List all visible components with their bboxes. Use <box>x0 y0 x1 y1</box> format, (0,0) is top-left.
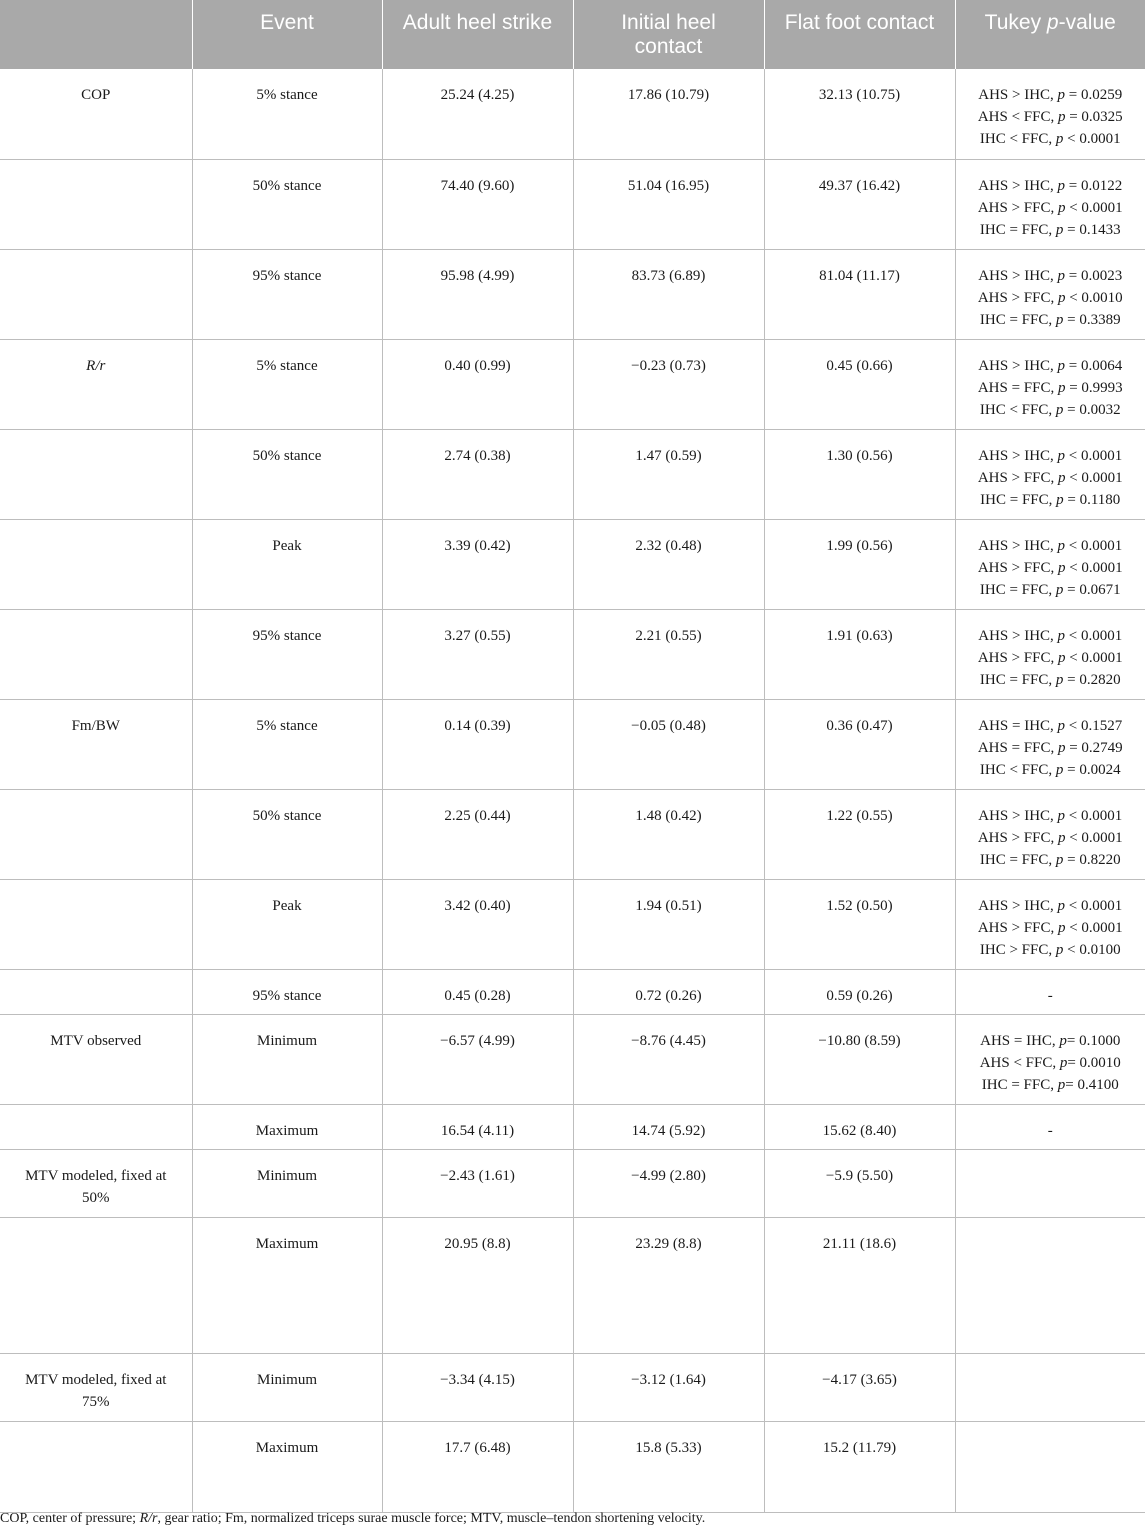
header-row <box>0 0 1145 69</box>
table-row <box>0 1104 1145 1149</box>
cell-parameter <box>0 1104 192 1149</box>
table-row <box>0 879 1145 969</box>
cell-flat-foot-contact: 21.11 (18.6) <box>764 1217 955 1353</box>
header-event: Event <box>192 0 382 69</box>
cell-flat-foot-contact: −10.80 (8.59) <box>764 1014 955 1104</box>
cell-adult-heel-strike: 0.45 (0.28) <box>382 969 573 1014</box>
cell-parameter: COP <box>0 69 192 159</box>
cell-flat-foot-contact: 0.36 (0.47) <box>764 699 955 789</box>
cell-parameter <box>0 249 192 339</box>
cell-event: 5% stance <box>192 69 382 159</box>
cell-parameter <box>0 789 192 879</box>
cell-initial-heel-contact: 83.73 (6.89) <box>573 249 764 339</box>
header-adult-heel-strike: Adult heel strike <box>382 0 573 69</box>
table-row <box>0 789 1145 879</box>
cell-event: Maximum <box>192 1421 382 1512</box>
cell-adult-heel-strike: −3.34 (4.15) <box>382 1353 573 1421</box>
cell-adult-heel-strike: −6.57 (4.99) <box>382 1014 573 1104</box>
cell-tukey-p-value: AHS > IHC, p < 0.0001 AHS > FFC, p < 0.0001 IHC = FFC, p = 0.2820 <box>955 609 1145 699</box>
cell-event: Maximum <box>192 1104 382 1149</box>
table-row <box>0 1149 1145 1217</box>
cell-parameter: MTV modeled, fixed at 50% <box>0 1149 192 1217</box>
cell-event: 95% stance <box>192 969 382 1014</box>
cell-flat-foot-contact: −5.9 (5.50) <box>764 1149 955 1217</box>
cell-flat-foot-contact: 15.2 (11.79) <box>764 1421 955 1512</box>
cell-flat-foot-contact: 32.13 (10.75) <box>764 69 955 159</box>
cell-adult-heel-strike: 3.42 (0.40) <box>382 879 573 969</box>
cell-tukey-p-value <box>955 1421 1145 1512</box>
cell-flat-foot-contact: 1.22 (0.55) <box>764 789 955 879</box>
table-row <box>0 1217 1145 1353</box>
cell-adult-heel-strike: 95.98 (4.99) <box>382 249 573 339</box>
cell-event: 50% stance <box>192 429 382 519</box>
cell-tukey-p-value: AHS > IHC, p < 0.0001 AHS > FFC, p < 0.0001 IHC > FFC, p < 0.0100 <box>955 879 1145 969</box>
cell-adult-heel-strike: 0.14 (0.39) <box>382 699 573 789</box>
cell-initial-heel-contact: −8.76 (4.45) <box>573 1014 764 1104</box>
cell-parameter <box>0 159 192 249</box>
cell-flat-foot-contact: 15.62 (8.40) <box>764 1104 955 1149</box>
cell-event: 50% stance <box>192 159 382 249</box>
table-body <box>0 69 1145 1512</box>
cell-tukey-p-value <box>955 1149 1145 1217</box>
table-row <box>0 969 1145 1014</box>
table-row <box>0 1014 1145 1104</box>
cell-adult-heel-strike: 17.7 (6.48) <box>382 1421 573 1512</box>
table-row <box>0 609 1145 699</box>
cell-tukey-p-value: AHS > IHC, p = 0.0259 AHS < FFC, p = 0.0325 IHC < FFC, p < 0.0001 <box>955 69 1145 159</box>
cell-initial-heel-contact: 15.8 (5.33) <box>573 1421 764 1512</box>
cell-flat-foot-contact: 81.04 (11.17) <box>764 249 955 339</box>
cell-parameter <box>0 879 192 969</box>
cell-event: 95% stance <box>192 249 382 339</box>
table-row <box>0 159 1145 249</box>
cell-flat-foot-contact: −4.17 (3.65) <box>764 1353 955 1421</box>
cell-flat-foot-contact: 0.45 (0.66) <box>764 339 955 429</box>
cell-adult-heel-strike: 2.25 (0.44) <box>382 789 573 879</box>
header-tukey-p-value: Tukey p-value <box>955 0 1145 69</box>
cell-initial-heel-contact: −4.99 (2.80) <box>573 1149 764 1217</box>
cell-flat-foot-contact: 1.99 (0.56) <box>764 519 955 609</box>
table-row <box>0 699 1145 789</box>
cell-tukey-p-value: AHS > IHC, p = 0.0064 AHS = FFC, p = 0.9993 IHC < FFC, p = 0.0032 <box>955 339 1145 429</box>
cell-initial-heel-contact: 51.04 (16.95) <box>573 159 764 249</box>
header-param <box>0 0 192 69</box>
cell-parameter <box>0 1217 192 1353</box>
cell-adult-heel-strike: 25.24 (4.25) <box>382 69 573 159</box>
cell-adult-heel-strike: 16.54 (4.11) <box>382 1104 573 1149</box>
cell-initial-heel-contact: 2.21 (0.55) <box>573 609 764 699</box>
cell-event: Maximum <box>192 1217 382 1353</box>
table-row <box>0 1421 1145 1512</box>
cell-initial-heel-contact: 0.72 (0.26) <box>573 969 764 1014</box>
cell-tukey-p-value: AHS = IHC, p= 0.1000 AHS < FFC, p= 0.0010 IHC = FFC, p= 0.4100 <box>955 1014 1145 1104</box>
cell-adult-heel-strike: 74.40 (9.60) <box>382 159 573 249</box>
table-row <box>0 429 1145 519</box>
cell-flat-foot-contact: 1.91 (0.63) <box>764 609 955 699</box>
table-row <box>0 339 1145 429</box>
cell-flat-foot-contact: 49.37 (16.42) <box>764 159 955 249</box>
cell-parameter <box>0 969 192 1014</box>
cell-event: Peak <box>192 879 382 969</box>
cell-tukey-p-value: AHS > IHC, p = 0.0023 AHS > FFC, p < 0.0010 IHC = FFC, p = 0.3389 <box>955 249 1145 339</box>
table-row <box>0 519 1145 609</box>
header-initial-heel-contact: Initial heel contact <box>573 0 764 69</box>
cell-adult-heel-strike: −2.43 (1.61) <box>382 1149 573 1217</box>
cell-initial-heel-contact: 1.94 (0.51) <box>573 879 764 969</box>
header-flat-foot-contact: Flat foot contact <box>764 0 955 69</box>
table-footnote: COP, center of pressure; R/r, gear ratio; Fm, normalized triceps surae muscle force; MTV, muscle–tendon shortening velocity. <box>0 1511 706 1526</box>
cell-event: Minimum <box>192 1149 382 1217</box>
cell-flat-foot-contact: 1.30 (0.56) <box>764 429 955 519</box>
cell-event: 5% stance <box>192 699 382 789</box>
cell-event: 5% stance <box>192 339 382 429</box>
cell-adult-heel-strike: 3.27 (0.55) <box>382 609 573 699</box>
cell-initial-heel-contact: 1.48 (0.42) <box>573 789 764 879</box>
cell-initial-heel-contact: 2.32 (0.48) <box>573 519 764 609</box>
cell-initial-heel-contact: 17.86 (10.79) <box>573 69 764 159</box>
cell-tukey-p-value: AHS > IHC, p < 0.0001 AHS > FFC, p < 0.0001 IHC = FFC, p = 0.0671 <box>955 519 1145 609</box>
cell-initial-heel-contact: −3.12 (1.64) <box>573 1353 764 1421</box>
cell-initial-heel-contact: −0.23 (0.73) <box>573 339 764 429</box>
cell-parameter: MTV observed <box>0 1014 192 1104</box>
cell-adult-heel-strike: 3.39 (0.42) <box>382 519 573 609</box>
cell-event: 95% stance <box>192 609 382 699</box>
cell-flat-foot-contact: 1.52 (0.50) <box>764 879 955 969</box>
cell-tukey-p-value: - <box>955 969 1145 1014</box>
cell-initial-heel-contact: 23.29 (8.8) <box>573 1217 764 1353</box>
cell-flat-foot-contact: 0.59 (0.26) <box>764 969 955 1014</box>
cell-adult-heel-strike: 20.95 (8.8) <box>382 1217 573 1353</box>
cell-tukey-p-value: - <box>955 1104 1145 1149</box>
cell-event: Minimum <box>192 1353 382 1421</box>
cell-initial-heel-contact: −0.05 (0.48) <box>573 699 764 789</box>
cell-initial-heel-contact: 14.74 (5.92) <box>573 1104 764 1149</box>
cell-tukey-p-value: AHS > IHC, p = 0.0122 AHS > FFC, p < 0.0001 IHC = FFC, p = 0.1433 <box>955 159 1145 249</box>
cell-tukey-p-value <box>955 1217 1145 1353</box>
table-row <box>0 249 1145 339</box>
cell-parameter: Fm/BW <box>0 699 192 789</box>
cell-tukey-p-value <box>955 1353 1145 1421</box>
cell-tukey-p-value: AHS > IHC, p < 0.0001 AHS > FFC, p < 0.0001 IHC = FFC, p = 0.8220 <box>955 789 1145 879</box>
cell-event: 50% stance <box>192 789 382 879</box>
cell-event: Peak <box>192 519 382 609</box>
cell-event: Minimum <box>192 1014 382 1104</box>
cell-adult-heel-strike: 2.74 (0.38) <box>382 429 573 519</box>
cell-parameter <box>0 519 192 609</box>
cell-adult-heel-strike: 0.40 (0.99) <box>382 339 573 429</box>
cell-parameter <box>0 429 192 519</box>
cell-parameter: MTV modeled, fixed at 75% <box>0 1353 192 1421</box>
cell-parameter: R/r <box>0 339 192 429</box>
table-row <box>0 1353 1145 1421</box>
cell-parameter <box>0 609 192 699</box>
cell-tukey-p-value: AHS = IHC, p < 0.1527 AHS = FFC, p = 0.2749 IHC < FFC, p = 0.0024 <box>955 699 1145 789</box>
cell-parameter <box>0 1421 192 1512</box>
table-row <box>0 69 1145 159</box>
cell-tukey-p-value: AHS > IHC, p < 0.0001 AHS > FFC, p < 0.0001 IHC = FFC, p = 0.1180 <box>955 429 1145 519</box>
cell-initial-heel-contact: 1.47 (0.59) <box>573 429 764 519</box>
